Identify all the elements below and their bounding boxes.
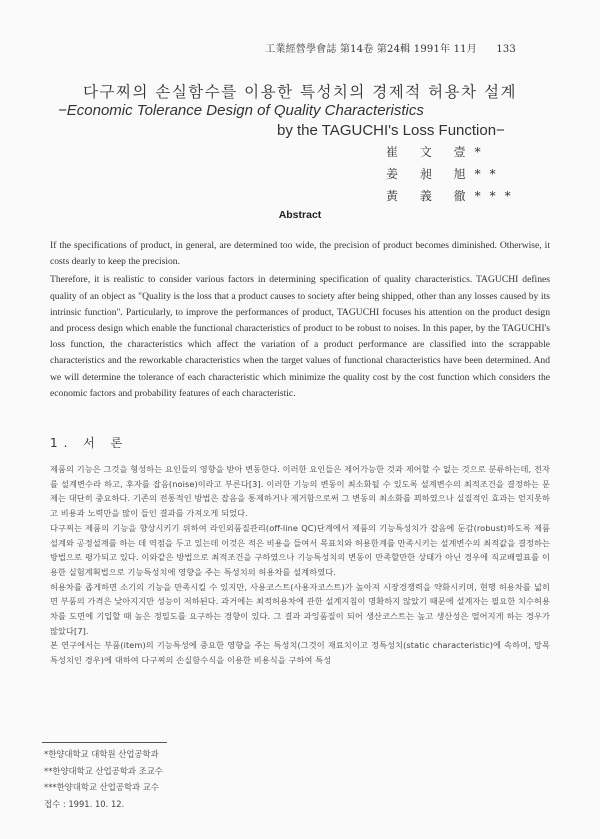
title-english-line2: by the TAGUCHI's Loss Function− (277, 122, 505, 139)
footnote-affiliation-1: *한양대학교 대학원 산업공학과 (44, 749, 159, 759)
body-paragraph: 다구찌는 제품의 기능을 향상시키기 위하여 라인외품질관리(off-line QC)단계에서 제품의 기능특성치가 잡음에 둔감(robust)하도록 제품설계와 공정설계를 하는 데 역점을 두고 있는데 이것은 적은 비용을 들여서 목표치와 허용한계를 만족시키는 설계변수의 최적값을 결정하는 방법으로 평가되고 있다. 이와같은 방법으로 최적조건을 구하였으나 기능특성치의 변동이 만족할만한 상태가 아닌 경우에 직교배열표를 이용한 실험계획법으로 기능특성치에 영향을 주는 특성치의 허용차를 설계하였다. (50, 522, 550, 577)
body-paragraph: 제품의 기능은 그것을 형성하는 요인들의 영향을 받아 변동한다. 이러한 요인들은 제어가능한 것과 제어할 수 없는 것으로 분류하는데, 전자를 설계변수라 하고, 후자를 잡음(noise)이라고 부른다[3]. 이러한 기능의 변동이 최소화될 수 있도록 설계변수의 최적조건을 결정하는 문제는 대단히 중요하다. 기존의 전통적인 방법은 잡음을 통제하거나 제거함으로써 그 변동의 최소화를 꾀하였으나 실질적인 효과는 얻지못하고 비용과 노력만을 많이 들인 결과를 가져오게 되었다. (50, 464, 550, 519)
section-heading: 1. 서 론 (50, 436, 129, 450)
footnote-affiliation-3: ***한양대학교 산업공학과 교수 (44, 782, 159, 792)
abstract-heading: Abstract (278, 209, 322, 221)
title-english-line1: −Economic Tolerance Design of Quality Characteristics (58, 102, 424, 119)
abstract-paragraph: Therefore, it is realistic to consider various factors in determining specification of quality characteristics. TAGUCHI defines quality of an object as "Quality is the loss that a product causes to society after being shipped, other than any losses caused by its intrinsic function". Particularly, to improve the performances of product, TAGUCHI focuses his attention on the product design and process design which enable the functional characteristics of product to be robust to noises. In this paper, by the TAGUCHI's loss function, the characteristics which affect the variation of a product performance are classified into the scrappable characteristics and the reworkable characteristics when the target values of functional characteristics have been determined. And we will determine the tolerance of each characteristic which minimize the quality cost by the cost function which considers the economic factors and probability features of each characteristic. (50, 274, 550, 399)
footnotes (44, 746, 163, 812)
journal-citation: 工業經營學會誌 第14卷 第24輯 1991年 11月 (265, 44, 477, 55)
body-text (50, 462, 550, 668)
footnote-received-date: 접수 : 1991. 10. 12. (44, 798, 125, 809)
footnote-rule (42, 742, 167, 743)
author-3: 黃 義 徹*** (386, 189, 520, 203)
abstract-paragraph: If the specifications of product, in general, are determined too wide, the precision of product becomes diminished. Otherwise, it costs dearly to keep the precision. (50, 240, 550, 268)
author-list (386, 141, 520, 207)
author-2: 姜 昶 旭** (386, 167, 505, 181)
running-header (265, 40, 516, 55)
abstract-body (50, 238, 550, 402)
body-paragraph: 허용차를 좁게하면 소기의 기능을 만족시킬 수 있지만, 사용코스트(사용자코스트)가 높아져 시장경쟁력을 약화시키며, 현행 허용차를 넓히면 부품의 가격은 낮아지지만 성능이 저하된다. 과거에는 최적허용차에 관한 설계지침이 명확하지 않았기 때문에 설계자는 필요한 치수허용차를 도면에 기입할 때 높은 정밀도를 요구하는 경향이 있다. 그 결과 과잉품질이 되어 생산코스트는 높고 생산성은 떨어지게 하는 경우가 많았다[7]. (50, 581, 550, 636)
author-1: 崔 文 壹* (386, 145, 490, 159)
footnote-affiliation-2: **한양대학교 산업공학과 조교수 (44, 765, 163, 776)
title-korean: 다구찌의 손실함수를 이용한 특성치의 경제적 허용차 설계 (83, 83, 517, 101)
body-paragraph: 본 연구에서는 부품(item)의 기능특성에 중요한 영향을 주는 특성치(그것이 재료치이고 정특성치(static characteristic)에 속하며, 망목특성치인 경우)에 대하여 다구찌의 손실함수식을 이용한 비용식을 구하여 특성 (50, 640, 550, 666)
page-number: 133 (496, 44, 516, 55)
